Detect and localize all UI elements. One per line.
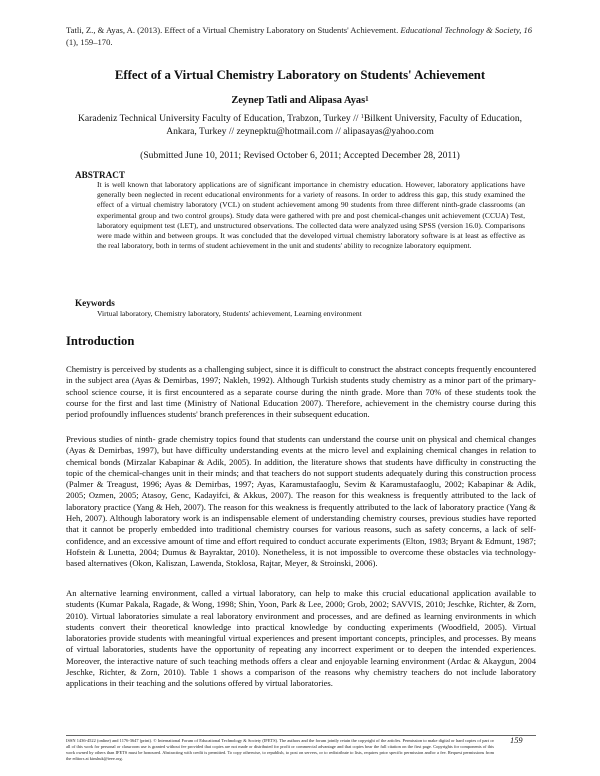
introduction-heading: Introduction: [66, 334, 135, 348]
intro-paragraph-2: Previous studies of ninth- grade chemistry topics found that students can understand the course unit on physical and chemical changes (Ayas & Demirbas, 1997), but have difficulty understanding events at the micro level and explaining chemical changes in relation to chemical bonds (Mirzalar Kabapinar & Adik, 2005). In addition, the literature shows that students have difficulty in constructing the topic of the chemical-changes unit in their minds; and that teachers do not support students adequately during this construction process (Palmer & Treagust, 1996; Ayas & Demirbas, 1997; Ayas, Karamustafaoglu, Sevim & Karamustafaoglu, 2002; Kabapinar & Adik, 2005; Ozmen, 2005; Atasoy, Genc, Kadayifci, & Akkus, 2007). The reason for this weakness is frequently attributed to the lack of laboratory practice (Yang & Heh, 2007). The reason for this weakness is frequently attributed to the lack of laboratory practice (Yang & Heh, 2007). Although laboratory work is an indispensable element of understanding chemistry courses, previous studies have reported that it cannot be properly embedded into traditional chemistry courses for various reasons, such as safety concerns, a lack of self-confidence, and an excessive amount of time and effort required to conduct accurate experiments (Elton, 1983; Bryant & Edmunt, 1987; Hofstein & Lunetta, 2004; Dumus & Bayraktar, 2010). Nonetheless, it is not impossible to overcome these obstacles via technology-based alternatives (Okon, Kaliszan, Lawenda, Stoklosa, Rajtar, Meyer, & Stroinski, 2006).: [66, 434, 536, 569]
citation-rest: (1), 159–170.: [66, 37, 113, 47]
footer-divider: [66, 735, 536, 736]
authors: [0, 94, 600, 108]
affiliations: [70, 112, 530, 138]
keywords-heading: Keywords: [75, 298, 115, 308]
citation-header: [66, 24, 536, 48]
author-superscript: 1: [365, 95, 369, 103]
affiliation-part2: Bilkent University, Faculty of Education, Ankara, Turkey // zeynepktu@hotmail.com // alipasayas@yahoo.com: [166, 113, 523, 137]
intro-paragraph-1: Chemistry is perceived by students as a challenging subject, since it is difficult to construct the abstract concepts frequently encountered in the subject area (Ayas & Demirbas, 1997; Nakleh, 1992). Although Turkish students study chemistry as a minor part of the primary-school science course, it is first encountered as a separate course during the ninth grade. More than 70% of these students took the course for the first and last time (Ministry of National Education 2007). Therefore, achievement in the chemistry course during this period profoundly influences students' branch preferences in their subsequent education.: [66, 364, 536, 420]
paper-title: Effect of a Virtual Chemistry Laboratory on Students' Achievement: [114, 68, 486, 82]
intro-paragraph-3: An alternative learning environment, called a virtual laboratory, can help to make this crucial educational application available to students (Kumar Pakala, Ragade, & Wong, 1998; Shin, Yoon, Park & Lee, 2000; Grob, 2002; SAVVIS, 2010; Jeschke, Richter, & Zorn, 2010). Virtual laboratories simulate a real laboratory environment and processes, and are defined as learning environments in which students convert their theoretical knowledge into practical knowledge by conducting experiments (Woodfield, 2005). Virtual laboratories provide students with meaningful virtual experiences and present important concepts, principles, and processes. By means of virtual laboratories, students have the opportunity of repeating any incorrect experiment or to deepen the intended experiences. Moreover, the interactive nature of such teaching methods offers a clear and enjoyable learning environment (Ardac & Akaygun, 2004 Jeschke, Richter, & Zorn, 2010). Table 1 shows a comparison of the reasons why chemistry teachers do not include laboratory applications in their teaching and the solutions offered by virtual laboratories.: [66, 588, 536, 689]
abstract-heading: ABSTRACT: [75, 170, 126, 180]
citation-main: Tatli, Z., & Ayas, A. (2013). Effect of a Virtual Chemistry Laboratory on Students' Achievement.: [66, 25, 401, 35]
affiliation-part1: Karadeniz Technical University Faculty of Education, Trabzon, Turkey //: [77, 113, 361, 124]
citation-journal: Educational Technology & Society, 16: [400, 25, 533, 35]
footer-copyright: ISSN 1436-4522 (online) and 1176-3647 (print). © International Forum of Educational Technology & Society (IFETS). The authors and the forum jointly retain the copyright of the articles. Permission to make digital or hard copies of part or all of this work for personal or classroom use is granted without fee provided that copies are not made or distributed for profit or commercial advantage and that copies bear the full citation on the first page. Copyrights for components of this work owned by others than IFETS must be honoured. Abstracting with credit is permitted. To copy otherwise, to republish, to post on servers, or to redistribute to lists, requires prior specific permission and/or a fee. Request permissions from the editors at kinshuk@ieee.org.: [66, 738, 494, 761]
submission-dates: (Submitted June 10, 2011; Revised October 6, 2011; Accepted December 28, 2011): [140, 150, 460, 161]
abstract-body: It is well known that laboratory applications are of significant importance in chemistry education. However, laboratory applications have generally been neglected in recent educational environments for a variety of reasons. In order to address this gap, this study examined the effect of a virtual chemistry laboratory (VCL) on student achievement among 90 students from three different ninth-grade classrooms (an experimental group and two control groups). Study data were gathered with pre and post chemical-changes unit achievement (CCUA) Test, laboratory equipment test (LET), and unstructured observations. The collected data were analyzed using SPSS (version 16.0). Comparisons were made within and between groups. It was concluded that the developed virtual chemistry laboratory software is at least as effective as the real laboratory, both in terms of student achievement in the unit and students' ability to recognize laboratory equipment.: [97, 180, 525, 251]
page-number: 159: [510, 736, 523, 745]
affiliation-superscript: 1: [360, 114, 364, 120]
author-names: Zeynep Tatli and Alipasa Ayas: [231, 95, 366, 106]
keywords-body: Virtual laboratory, Chemistry laboratory, Students' achievement, Learning environment: [97, 309, 362, 318]
